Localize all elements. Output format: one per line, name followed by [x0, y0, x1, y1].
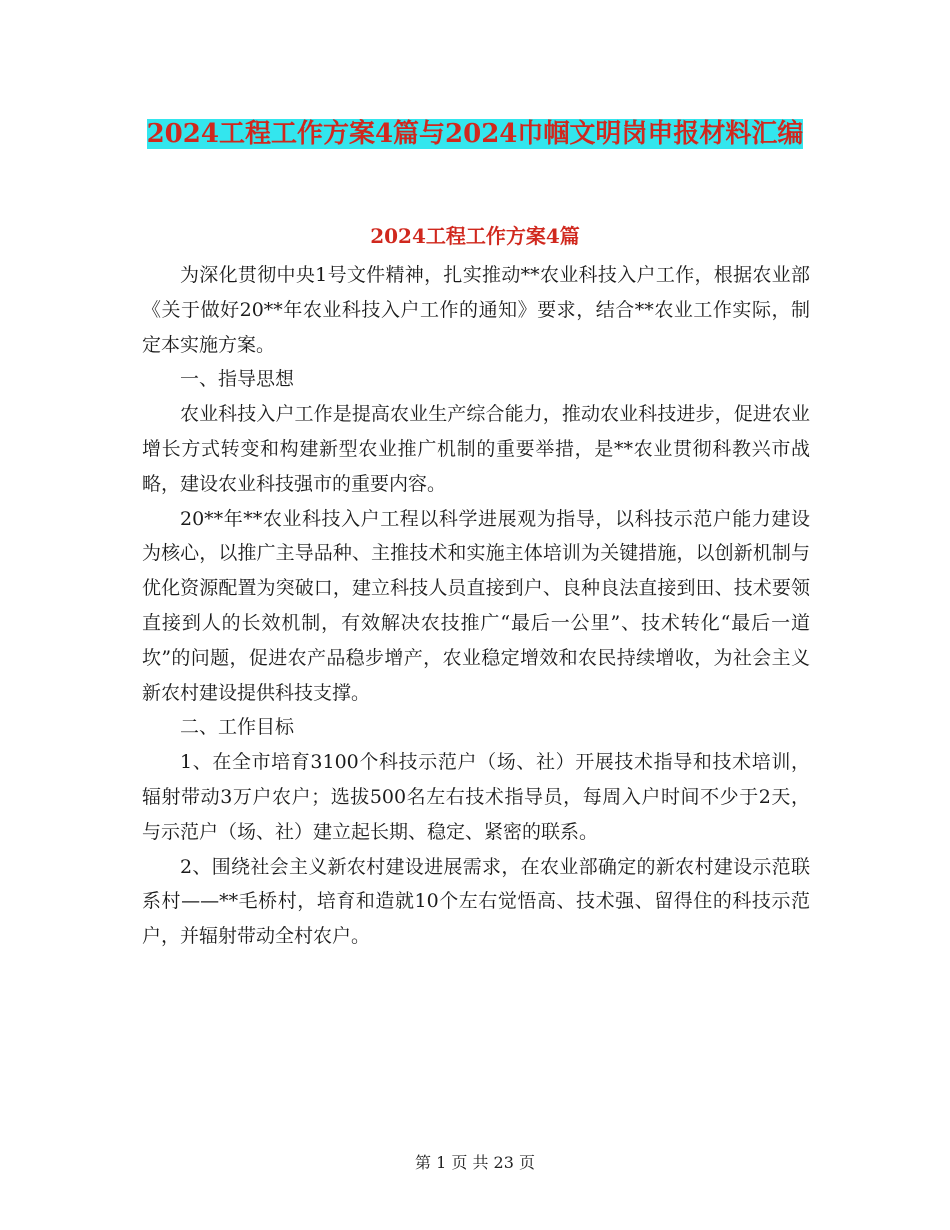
- paragraph: 20**年**农业科技入户工程以科学进展观为指导，以科技示范户能力建设为核心，以推广主导品种、主推技术和实施主体培训为关键措施，以创新机制与优化资源配置为突破口，建立科技人员直接到户、良种良法直接到田、技术要领直接到人的长效机制，有效解决农技推广“最后一公里”、技术转化“最后一道坎”的问题，促进农产品稳步增产，农业稳定增效和农民持续增收，为社会主义新农村建设提供科技支撑。: [142, 507, 810, 704]
- paragraph: 2、围绕社会主义新农村建设进展需求，在农业部确定的新农村建设示范联系村——**毛桥村，培育和造就10个左右觉悟高、技术强、留得住的科技示范户，并辐射带动全村农户。: [142, 855, 810, 948]
- document-body: [142, 258, 810, 954]
- heading-work-goals: 二、工作目标: [180, 716, 295, 739]
- section-title: 2024工程工作方案4篇: [370, 224, 580, 248]
- paragraph: 农业科技入户工作是提高农业生产综合能力，推动农业科技进步，促进农业增长方式转变和构建新型农业推广机制的重要举措，是**农业贯彻科教兴市战略，建设农业科技强市的重要内容。: [142, 403, 810, 495]
- document-title-text: 2024工程工作方案4篇与2024巾帼文明岗申报材料汇编: [146, 119, 804, 149]
- heading-guiding-ideology: 一、指导思想: [180, 368, 295, 391]
- document-title: [140, 112, 810, 156]
- paragraph-intro: 为深化贯彻中央1号文件精神，扎实推动**农业科技入户工作，根据农业部《关于做好20**年农业科技入户工作的通知》要求，结合**农业工作实际，制定本实施方案。: [142, 264, 810, 356]
- page-number-footer: 第 1 页 共 23 页: [415, 1153, 535, 1172]
- paragraph: 1、在全市培育3100个科技示范户（场、社）开展技术指导和技术培训，辐射带动3万户农户；选拔500名左右技术指导员，每周入户时间不少于2天，与示范户（场、社）建立起长期、稳定、紧密的联系。: [142, 751, 810, 843]
